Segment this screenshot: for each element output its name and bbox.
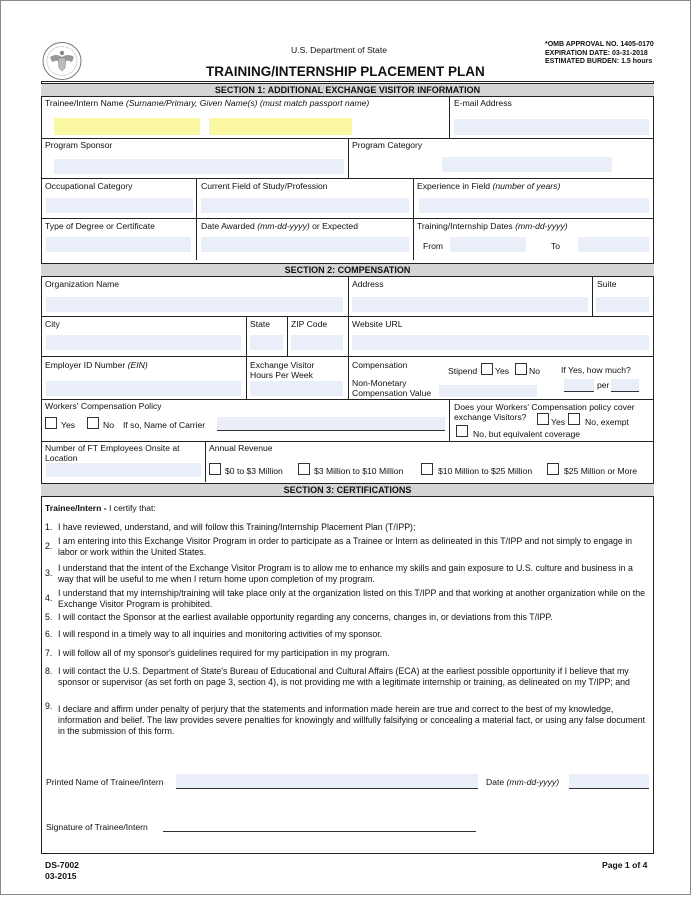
- certify-intro: Trainee/Intern - I certify that:: [45, 503, 156, 513]
- workers-comp-no-label: No: [103, 420, 114, 430]
- nonmonetary-input[interactable]: [439, 385, 537, 397]
- signature-label: Signature of Trainee/Intern: [46, 822, 148, 832]
- revenue-option-3-checkbox[interactable]: [421, 463, 433, 475]
- department-name: U.S. Department of State: [291, 45, 388, 55]
- employees-label: Number of FT Employees Onsite at Location: [45, 443, 180, 463]
- to-label: To: [551, 241, 561, 251]
- cover-question-label: Does your Workers' Compensation policy cover exchange Visitors?: [454, 402, 635, 422]
- revenue-option-1-label: $0 to $3 Million: [225, 466, 283, 476]
- given-name-input[interactable]: [209, 118, 352, 135]
- signature-line[interactable]: [163, 819, 476, 832]
- from-label: From: [423, 241, 444, 251]
- hours-per-week-label: Exchange Visitor Hours Per Week: [250, 360, 315, 380]
- date-awarded-label: Date Awarded (mm-dd-yyyy) or Expected: [201, 221, 358, 231]
- to-date-input[interactable]: [578, 237, 649, 252]
- revenue-option-2-checkbox[interactable]: [298, 463, 310, 475]
- form-title: TRAINING/INTERNSHIP PLACEMENT PLAN: [206, 64, 485, 79]
- cover-exempt-label: No, exempt: [585, 417, 629, 427]
- department-seal-icon: [41, 41, 83, 81]
- address-input[interactable]: [352, 297, 588, 312]
- section2-header: SECTION 2: COMPENSATION: [41, 263, 654, 277]
- cover-yes-checkbox[interactable]: [537, 413, 549, 425]
- city-label: City: [45, 319, 60, 329]
- state-input[interactable]: [250, 335, 283, 350]
- stipend-amount-input[interactable]: [564, 379, 594, 392]
- stipend-period-input[interactable]: [611, 379, 639, 392]
- date-awarded-input[interactable]: [201, 237, 409, 252]
- section1-header: SECTION 1: ADDITIONAL EXCHANGE VISITOR INFORMATION: [41, 83, 654, 97]
- printed-name-input[interactable]: [176, 774, 478, 789]
- program-category-input[interactable]: [442, 157, 612, 172]
- ein-input[interactable]: [46, 381, 241, 396]
- email-label: E-mail Address: [454, 98, 512, 108]
- stipend-no-checkbox[interactable]: [515, 363, 527, 375]
- workers-comp-yes-label: Yes: [61, 420, 76, 430]
- page-number: Page 1 of 4: [602, 860, 648, 870]
- trainee-name-label: Trainee/Intern Name (Surname/Primary, Given Name(s) (must match passport name): [45, 98, 370, 108]
- omb-approval: *OMB APPROVAL NO. 1405-0170: [545, 41, 654, 48]
- stipend-yes-checkbox[interactable]: [481, 363, 493, 375]
- stipend-label: Stipend: [448, 366, 478, 376]
- zip-label: ZIP Code: [291, 319, 328, 329]
- date-label: Date (mm-dd-yyyy): [486, 777, 560, 787]
- degree-input[interactable]: [46, 237, 191, 252]
- revenue-option-3-label: $10 Million to $25 Million: [438, 466, 533, 476]
- stipend-yes-label: Yes: [495, 366, 510, 376]
- form-number: [45, 860, 79, 881]
- degree-label: Type of Degree or Certificate: [45, 221, 155, 231]
- how-much-label: If Yes, how much?: [561, 365, 631, 375]
- omb-burden: ESTIMATED BURDEN: 1.5 hours: [545, 58, 653, 65]
- program-sponsor-label: Program Sponsor: [45, 140, 113, 150]
- workers-comp-label: Workers' Compensation Policy: [45, 401, 162, 411]
- revenue-option-1-checkbox[interactable]: [209, 463, 221, 475]
- cover-equivalent-checkbox[interactable]: [456, 425, 468, 437]
- training-dates-label: Training/Internship Dates (mm-dd-yyyy): [417, 221, 568, 231]
- per-label: per: [597, 380, 610, 390]
- organization-name-label: Organization Name: [45, 279, 120, 289]
- program-sponsor-input[interactable]: [54, 159, 344, 174]
- website-input[interactable]: [352, 335, 649, 350]
- stipend-no-label: No: [529, 366, 540, 376]
- form-page: U.S. Department of State TRAINING/INTERNSHIP PLACEMENT PLAN *OMB APPROVAL NO. 1405-0170 EXPIRATION DATE: 03-31-2018 ESTIMATED BURDEN: 1.5 hours SECTION 1: ADDITIONAL EXCHANGE VISITOR INFORMATION Trainee/Intern Name (Surname/Primary, Given Name(s) (must match passport name) E-mail Address Program Sponsor Program Category Occupational Category Current Field of Study/Profession Experience in Field (number of years) Type of Degree or Certificate Date Awarded (mm-dd-yyyy) or Expected Training/Internship Dates (mm-dd-yyyy) From To SECTION 2: COMPENSATION Organization Name Address Suite City State ZIP Code Website URL Employer ID Number (EIN) Exchange Visitor Hours Per Week Compensation Stipend Yes No If Yes, how much? per Non-Monetary Compensation Value Workers' Compensation Policy Yes No If so, Name of Carrier Does your Workers' Compensation policy cover exchange Visitors? Yes No, exempt No, but equivalent coverage Number of FT Employees Onsite at Location Annual Revenue $0 to $3 Million $3 Million to $10 Million $10 Million to $25 Million $25 Million or More SECTION 3: CERTIFICATIONS Trainee/Intern - I certify that: 1. I have reviewed, understand, and will follow this Training/Internship Placement Plan (T/IPP); 2. I am entering into this Exchange Visitor Program in order to participate as a Trainee or Intern as delineated in this T/IPP and not simply to engage in labor or work within the United States. 3. I understand that the intent of the Exchange Visitor Program is to allow me to enhance my skills and gain exposure to U.S. culture and business in a way that will be useful to me when I return home upon completion of my program. 4. I understand that my internship/training will take place only at the organization listed on this T/IPP and that working at another organization while on the Exchange Visitor Program is prohibited. 5. I will contact the Sponsor at the earliest available opportunity regarding any concerns, changes in, or deviations from this T/IPP. 6. I will respond in a timely way to all inquiries and monitoring activities of my sponsor. 7. I will follow all of my sponsor's guidelines required for my participation in my program. 8. I will contact the U.S. Department of State's Bureau of Educational and Cultural Affairs (ECA) at the earliest possible opportunity if I believe that my sponsor or supervisor (as set forth on page 3, section 4), is not providing me with a legitimate internship or training, as delineated on my T/IPP; and 9. I declare and affirm under penalty of perjury that the statements and information made herein are true and correct to the best of my knowledge, information and belief. The law provides severe penalties for knowingly and willfully falsifying or concealing a material fact, or using any false document in the submission of this form. Printed Name of Trainee/Intern Date (mm-dd-yyyy) Signature of Trainee/Intern DS-7002 03-2015 Page 1 of 4: [0, 0, 691, 895]
- carrier-label: If so, Name of Carrier: [123, 420, 206, 430]
- hours-per-week-input[interactable]: [250, 381, 343, 396]
- experience-input[interactable]: [419, 198, 649, 213]
- cover-exempt-checkbox[interactable]: [568, 413, 580, 425]
- field-of-study-label: Current Field of Study/Profession: [201, 181, 328, 191]
- nonmonetary-label: Non-Monetary Compensation Value: [352, 378, 432, 398]
- annual-revenue-label: Annual Revenue: [209, 443, 273, 453]
- cover-equivalent-label: No, but equivalent coverage: [473, 429, 581, 439]
- field-of-study-input[interactable]: [201, 198, 409, 213]
- occupational-category-label: Occupational Category: [45, 181, 133, 191]
- suite-input[interactable]: [596, 297, 649, 312]
- revenue-option-2-label: $3 Million to $10 Million: [314, 466, 404, 476]
- employees-input[interactable]: [46, 463, 201, 477]
- cover-yes-label: Yes: [551, 417, 566, 427]
- state-label: State: [250, 319, 271, 329]
- zip-input[interactable]: [291, 335, 343, 350]
- revenue-option-4-checkbox[interactable]: [547, 463, 559, 475]
- omb-expiration: EXPIRATION DATE: 03-31-2018: [545, 49, 648, 57]
- form-number-code: DS-7002: [45, 860, 79, 870]
- sign-date-input[interactable]: [569, 774, 649, 789]
- address-label: Address: [352, 279, 384, 289]
- workers-comp-no-checkbox[interactable]: [87, 417, 99, 429]
- ein-label: Employer ID Number (EIN): [45, 360, 148, 370]
- form-number-date: 03-2015: [45, 870, 77, 881]
- omb-info: [545, 41, 654, 67]
- workers-comp-yes-checkbox[interactable]: [45, 417, 57, 429]
- revenue-option-4-label: $25 Million or More: [564, 466, 638, 476]
- compensation-label: Compensation: [352, 360, 408, 370]
- occupational-category-input[interactable]: [46, 198, 193, 213]
- printed-name-label: Printed Name of Trainee/Intern: [46, 777, 164, 787]
- experience-label: Experience in Field (number of years): [417, 181, 561, 191]
- suite-label: Suite: [597, 279, 617, 289]
- city-input[interactable]: [46, 335, 241, 350]
- surname-input[interactable]: [54, 118, 200, 135]
- organization-name-input[interactable]: [46, 297, 343, 312]
- carrier-input[interactable]: [217, 417, 445, 431]
- email-input[interactable]: [454, 119, 649, 135]
- program-category-label: Program Category: [352, 140, 423, 150]
- website-label: Website URL: [352, 319, 403, 329]
- from-date-input[interactable]: [450, 237, 526, 252]
- section3-header: SECTION 3: CERTIFICATIONS: [41, 483, 654, 497]
